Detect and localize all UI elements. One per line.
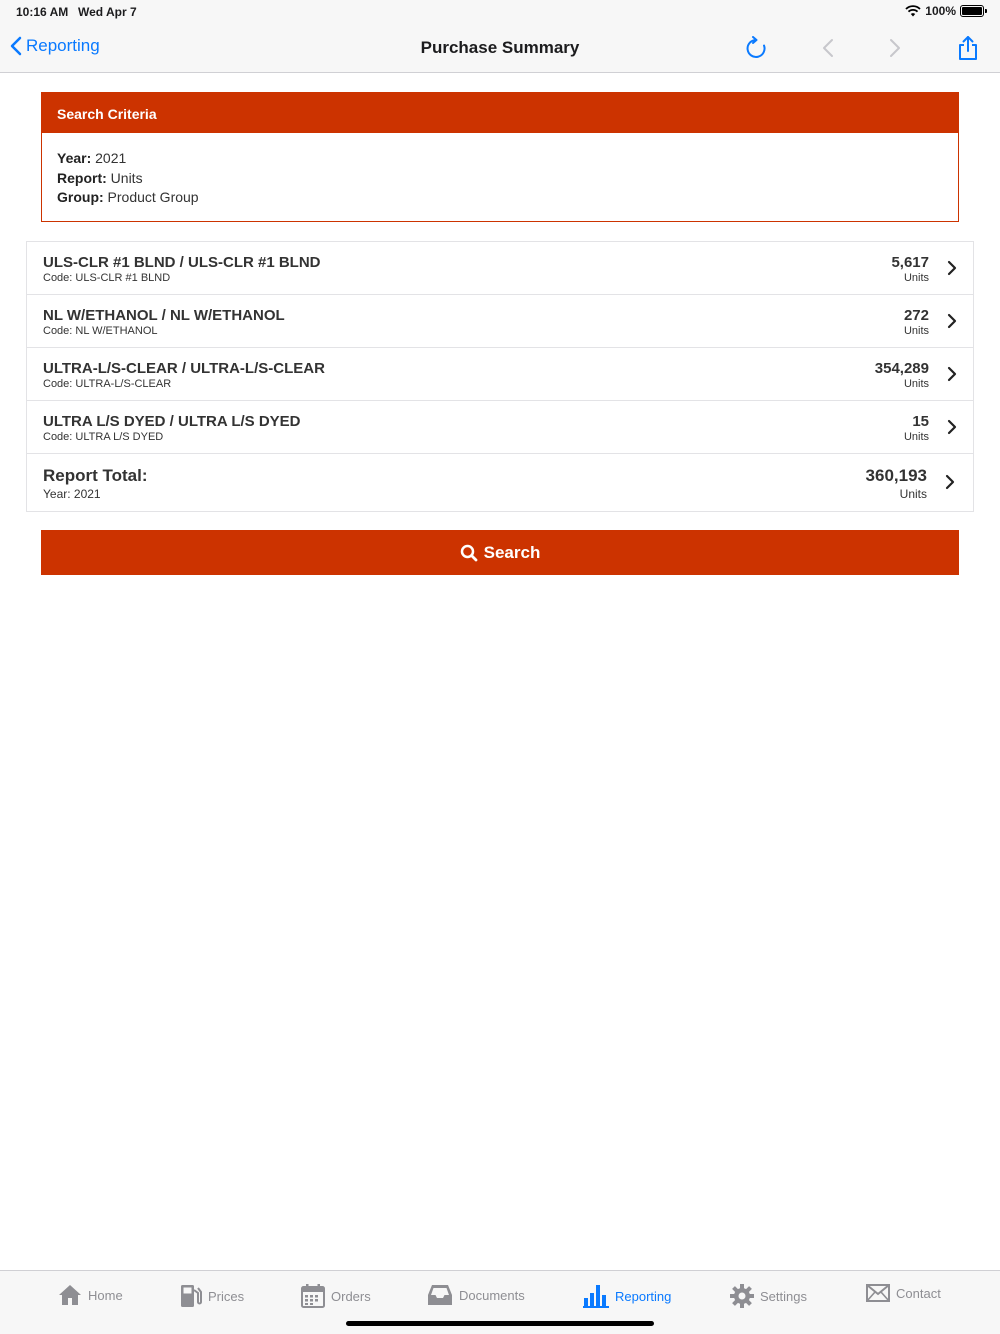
search-button[interactable]: [41, 530, 959, 575]
status-right: [905, 4, 984, 18]
tab-orders-label: Orders: [331, 1288, 371, 1304]
search-criteria-body: [42, 133, 958, 224]
tab-contact-label: Contact: [896, 1285, 941, 1301]
report-total-row[interactable]: [27, 454, 973, 511]
criteria-report-label: Report:: [57, 169, 107, 186]
product-units-label: Units: [903, 325, 929, 337]
tab-prices[interactable]: [180, 1284, 244, 1308]
previous-button[interactable]: [814, 34, 842, 62]
report-total-unit: Units: [899, 487, 927, 501]
chevron-right-icon: [947, 260, 957, 276]
product-units-label: Units: [903, 272, 929, 284]
search-criteria-header: Search Criteria: [42, 93, 958, 133]
tab-reporting-label: Reporting: [615, 1288, 672, 1304]
results-list: [26, 241, 974, 512]
product-code: Code: NL W/ETHANOL: [43, 325, 158, 337]
product-name: NL W/ETHANOL / NL W/ETHANOL: [43, 307, 285, 324]
chevron-left-icon: [822, 38, 834, 58]
chevron-right-icon: [889, 38, 901, 58]
list-item[interactable]: [27, 295, 973, 348]
battery-percent: 100%: [925, 4, 956, 18]
criteria-report-value: Units: [110, 169, 143, 186]
criteria-group-label: Group:: [57, 189, 104, 205]
fuel-pump-icon: [180, 1284, 202, 1308]
product-units-value: 272: [903, 307, 929, 324]
inbox-tray-icon: [427, 1284, 453, 1306]
refresh-icon: [745, 36, 767, 60]
product-units-label: Units: [903, 378, 929, 390]
status-time: 10:16 AM: [16, 5, 69, 19]
home-icon: [58, 1284, 82, 1306]
status-date: Wed Apr 7: [78, 5, 137, 19]
tab-documents-label: Documents: [459, 1287, 525, 1303]
report-total-value: 360,193: [865, 466, 927, 485]
report-total-year: Year: 2021: [43, 487, 101, 501]
chevron-right-icon: [947, 313, 957, 329]
tab-prices-label: Prices: [208, 1288, 245, 1304]
criteria-year: [57, 149, 943, 169]
tab-home-label: Home: [88, 1287, 123, 1303]
product-name: ULTRA-L/S-CLEAR / ULTRA-L/S-CLEAR: [43, 360, 325, 377]
product-units-value: 5,617: [891, 254, 929, 271]
tab-contact[interactable]: [866, 1284, 941, 1302]
page-title: Purchase Summary: [420, 38, 580, 57]
tab-settings-label: Settings: [760, 1288, 807, 1304]
product-units-value: 354,289: [874, 360, 929, 377]
battery-icon: [960, 5, 984, 17]
envelope-icon: [866, 1284, 890, 1302]
back-label: Reporting: [26, 36, 100, 55]
list-item[interactable]: [27, 242, 973, 295]
tab-reporting[interactable]: [583, 1284, 671, 1308]
bar-chart-icon: [583, 1284, 609, 1308]
criteria-group: [57, 188, 943, 208]
chevron-right-icon: [947, 366, 957, 382]
home-indicator[interactable]: [346, 1321, 654, 1326]
share-button[interactable]: [954, 34, 982, 62]
product-code: Code: ULTRA L/S DYED: [43, 431, 164, 443]
product-code: Code: ULS-CLR #1 BLND: [43, 272, 171, 284]
chevron-right-icon: [947, 419, 957, 435]
product-units-label: Units: [903, 431, 929, 443]
search-criteria-panel: [41, 92, 959, 222]
criteria-group-value: Product Group: [107, 189, 199, 205]
tab-documents[interactable]: [427, 1284, 525, 1306]
wifi-icon: [905, 5, 921, 17]
criteria-year-label: Year:: [57, 150, 92, 166]
search-icon: [460, 544, 478, 562]
report-total-label: Report Total:: [43, 466, 148, 485]
product-units-value: 15: [912, 413, 929, 430]
chevron-right-icon: [945, 474, 955, 490]
next-button[interactable]: [881, 34, 909, 62]
tab-orders[interactable]: [301, 1284, 371, 1308]
navigation-bar: [0, 24, 1000, 73]
gear-icon: [730, 1284, 754, 1308]
refresh-button[interactable]: [742, 34, 770, 62]
product-name: ULTRA L/S DYED / ULTRA L/S DYED: [43, 413, 301, 430]
share-icon: [957, 35, 979, 61]
list-item[interactable]: [27, 348, 973, 401]
tab-settings[interactable]: [730, 1284, 807, 1308]
criteria-year-value: 2021: [95, 150, 127, 166]
tab-home[interactable]: [58, 1284, 123, 1306]
product-code: Code: ULTRA-L/S-CLEAR: [43, 378, 172, 390]
search-button-label: Search: [483, 542, 541, 562]
calendar-icon: [301, 1284, 325, 1308]
criteria-report: [57, 169, 943, 189]
status-bar: [0, 0, 1000, 24]
product-name: ULS-CLR #1 BLND / ULS-CLR #1 BLND: [43, 254, 321, 271]
list-item[interactable]: [27, 401, 973, 454]
